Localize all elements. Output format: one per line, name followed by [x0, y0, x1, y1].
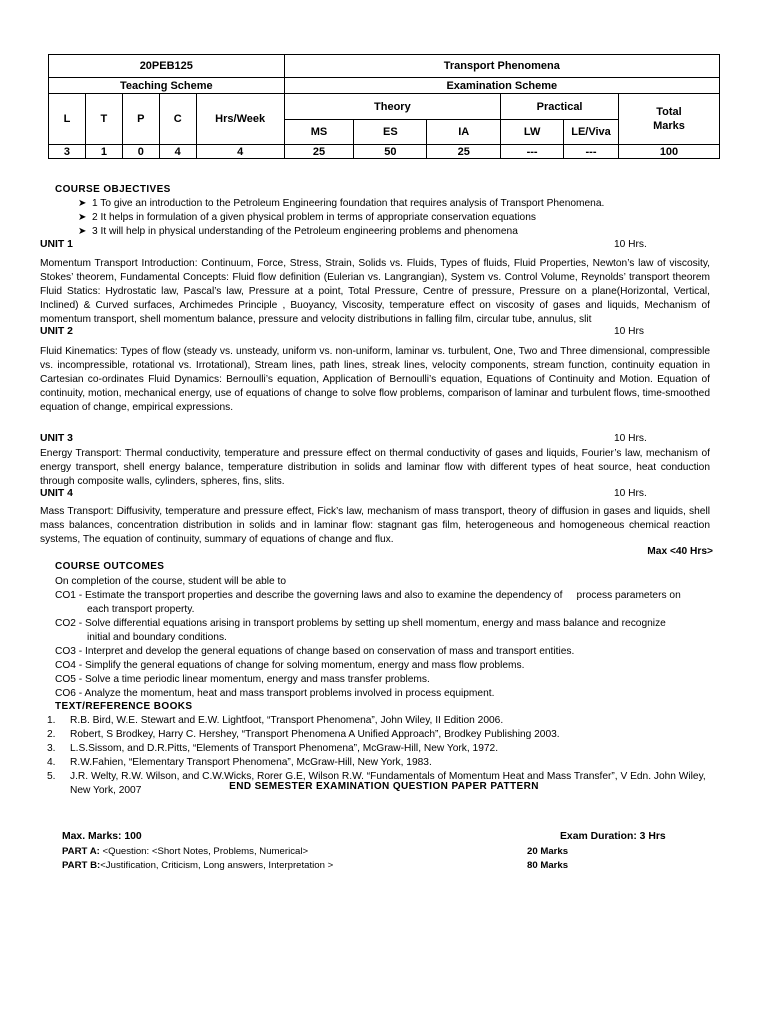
unit-2-title: UNIT 2 — [40, 326, 73, 337]
unit-4-text: Mass Transport: Diffusivity, temperature and pressure effect, Fick’s law, mechanism of mass transport, theory of diffusion in gases and liquids, shell mass balances, concentration distribution in solids and in laminar flow: stagnant gas film, heterogeneous and homogeneous chemical reaction systems, The equation of continuity, summary of equations of change and flux. — [40, 506, 710, 545]
unit-3-hrs: 10 Hrs. — [614, 433, 647, 444]
val-hrs-week: 4 — [196, 145, 284, 159]
objectives-heading: COURSE OBJECTIVES — [55, 184, 171, 195]
unit-1-title: UNIT 1 — [40, 239, 73, 250]
reference-item: 4. R.W.Fahien, “Elementary Transport Phenomena”, McGraw-Hill, New York, 1983. — [47, 757, 432, 768]
outcomes-heading: COURSE OUTCOMES — [55, 561, 165, 572]
exam-pattern-heading: END SEMESTER EXAMINATION QUESTION PAPER PATTERN — [229, 781, 539, 792]
outcome-item: CO4 - Simplify the general equations of change for solving momentum, energy and mass flow problems. — [55, 660, 525, 671]
max-marks: Max. Marks: 100 — [62, 831, 142, 842]
reference-item: 2. Robert, S Brodkey, Harry C. Hershey, “Transport Phenomena A Unified Approach”, Brodkey Publishing 2003. — [47, 729, 560, 740]
col-ia: IA — [427, 120, 501, 145]
part-a-marks: 20 Marks — [527, 846, 569, 857]
col-es: ES — [354, 120, 427, 145]
outcomes-list — [55, 575, 720, 701]
col-l: L — [49, 94, 86, 145]
exam-scheme-label: Examination Scheme — [284, 78, 719, 94]
val-total: 100 — [618, 145, 719, 159]
outcome-item: CO3 - Interpret and develop the general equations of change based on conservation of mass and transport entities. — [55, 646, 575, 657]
course-code: 20PEB125 — [49, 55, 285, 78]
practical-label: Practical — [501, 94, 619, 120]
unit-1-hrs: 10 Hrs. — [614, 239, 647, 250]
unit-1-text: Momentum Transport Introduction: Continuum, Force, Stress, Strain, Solids vs. Fluids, Types of fluids, Fluid Properties, Newton’s law of viscosity, Stokes’ theorem, Fundamental Concepts: Fluid flow definition (Eulerian vs. Langrangian), System vs. Control Volume, Reynolds’ transport theorem Fluid Statics: Hydrostatic law, Pascal’s law, Pressure at a point, Total Pressure, Centre of pressure, Pressure on a plane(Horizontal, Vertical, Inclined) & Curved surfaces, Archimedes Principle , Buoyancy, Viscosity, temperature effect on viscosity of gases and liquids, Mechanism of momentum transport, shell momentum balance, pressure and velocity distributions in falling film, circular tube, annulus, slit — [40, 258, 710, 325]
unit-3-text: Energy Transport: Thermal conductivity, temperature and pressure effect on thermal conductivity of gases and liquids, Fourier’s law, mechanism of energy transport, shell energy balance, temperature distribution in solids and laminar flow with different types of heat source, heat conduction through composite walls, cylinders, spheres, fins, slits. — [40, 448, 710, 487]
teaching-scheme-label: Teaching Scheme — [49, 78, 285, 94]
val-ms: 25 — [284, 145, 354, 159]
objective-item: ➤ 1 To give an introduction to the Petroleum Engineering foundation that requires analysis of Transport Phenomena. — [78, 198, 605, 209]
part-b-text: <Justification, Criticism, Long answers, Interpretation > — [100, 860, 334, 871]
theory-label: Theory — [284, 94, 501, 120]
part-b-marks: 80 Marks — [527, 860, 569, 871]
max-hours: Max <40 Hrs> — [647, 546, 713, 557]
arrow-bullet-icon: ➤ — [78, 198, 87, 209]
unit-2-hrs: 10 Hrs — [614, 326, 645, 337]
arrow-bullet-icon: ➤ — [78, 226, 87, 237]
part-a-text: <Question: <Short Notes, Problems, Numerical> — [99, 846, 309, 857]
objective-item: ➤ 3 It will help in physical understanding of the Petroleum engineering problems and phenomena — [78, 226, 518, 237]
outcome-item: CO6 - Analyze the momentum, heat and mass transport problems involved in process equipment. — [55, 688, 495, 699]
unit-4-title: UNIT 4 — [40, 488, 73, 499]
reference-item: 1. R.B. Bird, W.E. Stewart and E.W. Lightfoot, “Transport Phenomena”, John Wiley, II Edition 2006. — [47, 715, 504, 726]
arrow-bullet-icon: ➤ — [78, 212, 87, 223]
course-header-table — [48, 54, 720, 159]
col-hrs-week: Hrs/Week — [196, 94, 284, 145]
reference-item: 5. J.R. Welty, R.W. Wilson, and C.W.Wicks, Rorer G.E, Wilson R.W. “Fundamentals of Momentum Heat and Mass Transfer”, V Edn. John Wiley, New York, 2007 — [47, 771, 706, 796]
objectives-list — [78, 197, 738, 239]
total-marks-label: Total Marks — [618, 94, 719, 145]
outcome-item: CO5 - Solve a time periodic linear momentum, energy and mass transfer problems. — [55, 674, 430, 685]
col-p: P — [122, 94, 159, 145]
val-c: 4 — [159, 145, 196, 159]
val-t: 1 — [85, 145, 122, 159]
part-b-label: PART B: — [62, 860, 101, 871]
val-lw: --- — [501, 145, 564, 159]
val-p: 0 — [122, 145, 159, 159]
col-c: C — [159, 94, 196, 145]
col-t: T — [85, 94, 122, 145]
reference-item: 3. L.S.Sissom, and D.R.Pitts, “Elements of Transport Phenomena”, McGraw-Hill, New York, 1972. — [47, 743, 499, 754]
val-le-viva: --- — [564, 145, 619, 159]
unit-4-hrs: 10 Hrs. — [614, 488, 647, 499]
outcome-item: CO1 - Estimate the transport properties and describe the governing laws and also to examine the dependency of process parameters on each transport property. — [55, 590, 681, 615]
course-title: Transport Phenomena — [284, 55, 719, 78]
col-ms: MS — [284, 120, 354, 145]
col-lw: LW — [501, 120, 564, 145]
unit-2-text: Fluid Kinematics: Types of flow (steady vs. unsteady, uniform vs. non-uniform, laminar vs. turbulent, One, Two and Three dimensional, compressible vs. incompressible, rotational vs. Irrotational), Stream lines, path lines, streak lines, velocity components, stream function, continuity equation in Cartesian co-ordinates Fluid Dynamics: Bernoulli’s equation, Application of Bernoulli’s equation, Equations of Continuity and Motion. Equation of continuity, motion, mechanical energy, use of equations of change to solve flow problems, comparison of laminar and turbulent flows, time-smoothed equation of change, empirical expressions. — [40, 346, 710, 413]
outcomes-intro: On completion of the course, student will be able to — [55, 576, 287, 587]
outcome-item: CO2 - Solve differential equations arising in transport problems by setting up shell momentum, energy and mass balance and recognize initial and boundary conditions. — [55, 618, 666, 643]
unit-3-title: UNIT 3 — [40, 433, 73, 444]
objective-item: ➤ 2 It helps in formulation of a given physical problem in terms of appropriate conservation equations — [78, 212, 536, 223]
col-le-viva: LE/Viva — [564, 120, 619, 145]
val-ia: 25 — [427, 145, 501, 159]
part-b-row — [62, 860, 333, 871]
references-heading: TEXT/REFERENCE BOOKS — [55, 701, 193, 712]
part-a-label: PART A: — [62, 846, 100, 857]
part-a-row — [62, 846, 308, 857]
val-l: 3 — [49, 145, 86, 159]
val-es: 50 — [354, 145, 427, 159]
exam-duration: Exam Duration: 3 Hrs — [560, 831, 666, 842]
